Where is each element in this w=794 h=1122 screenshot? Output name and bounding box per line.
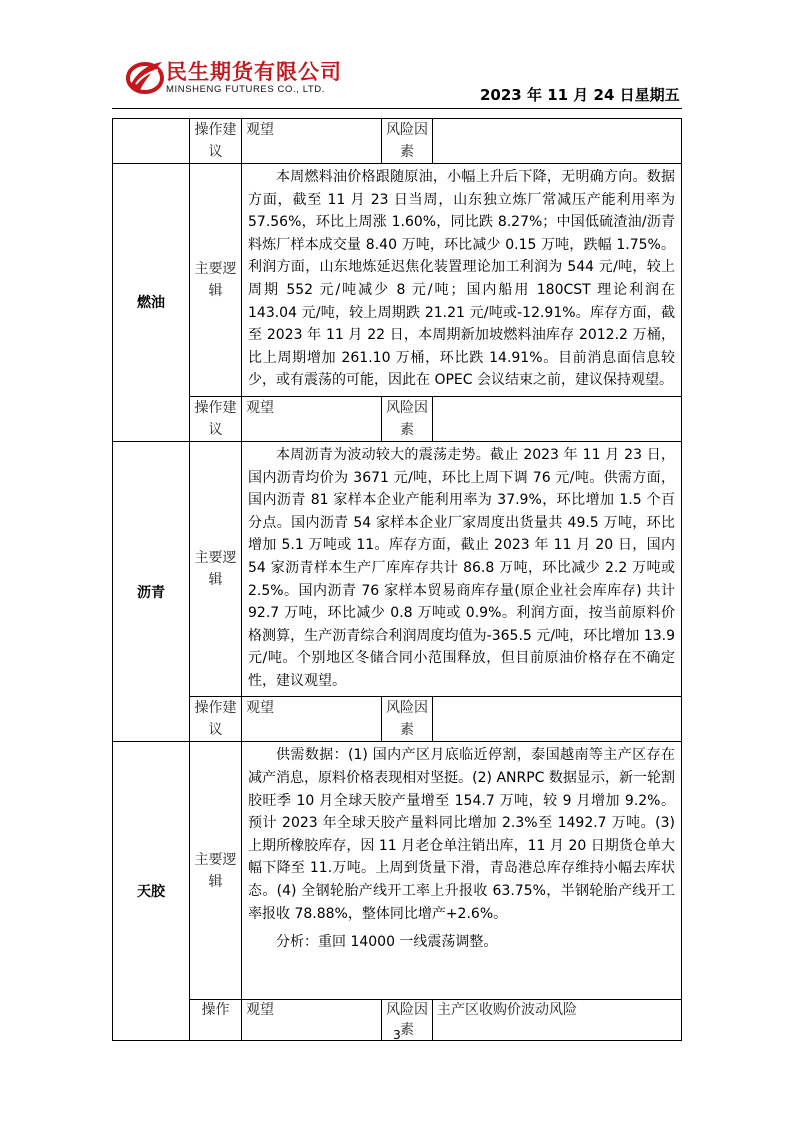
page-number: 3 bbox=[393, 1028, 401, 1042]
category-natural-rubber: 天胶 bbox=[113, 742, 190, 1041]
logic-text: 本周燃料油价格跟随原油，小幅上升后下降，无明确方向。数据方面，截至 11 月 23 日当周，山东独立炼厂常减压产能利用率为 57.56%，环比上周涨 1.60%，同比跌 8.27%；中国低硫渣油/沥青料炼厂样本成交量 8.40 万吨，环比减少 0.15 万吨，跌幅 1.75%。利润方面，山东地炼延迟焦化装置理论加工利润为 544 元/吨，较上周期 552 元/吨减少 8 元/吨；国内船用 180CST 理论利润在 143.04 元/吨，较上周期跌 21.21 元/吨或-12.91%。库存方面，截至 2023 年 11 月 22 日，本周期新加坡燃料油库存 2012.2 万桶，比上周期增加 261.10 万桶，环比跌 14.91%。目前消息面信息较少，或有震荡的可能，因此在 OPEC 会议结束之前，建议保持观望。 bbox=[242, 164, 682, 397]
logic-label: 主要逻辑 bbox=[190, 164, 242, 397]
company-logo bbox=[126, 56, 366, 100]
risk-label: 风险因素 bbox=[382, 119, 433, 164]
operation-value: 观望 bbox=[242, 697, 382, 742]
logo-mark-icon bbox=[126, 56, 164, 96]
risk-value bbox=[433, 697, 682, 742]
logic-text bbox=[242, 742, 682, 1000]
operation-value: 观望 bbox=[242, 1000, 382, 1041]
company-name-en: MINSHENG FUTURES CO., LTD. bbox=[166, 84, 325, 95]
operation-label: 操作建议 bbox=[190, 119, 242, 164]
risk-label: 风险因素 bbox=[382, 396, 433, 441]
risk-label: 风险因素 bbox=[382, 1000, 433, 1041]
risk-value bbox=[433, 119, 682, 164]
operation-value: 观望 bbox=[242, 119, 382, 164]
category-fuel-oil: 燃油 bbox=[113, 164, 190, 442]
table-row bbox=[113, 742, 682, 1000]
analysis-paragraph: 分析：重回 14000 一线震荡调整。 bbox=[276, 934, 498, 951]
operation-label: 操作 bbox=[190, 1000, 242, 1041]
table-row bbox=[113, 119, 682, 164]
strategy-table bbox=[112, 118, 682, 1041]
operation-label: 操作建议 bbox=[190, 396, 242, 441]
report-date: 2023 年 11 月 24 日星期五 bbox=[480, 86, 680, 104]
category-cell bbox=[113, 119, 190, 164]
logic-label: 主要逻辑 bbox=[190, 742, 242, 1000]
risk-label: 风险因素 bbox=[382, 697, 433, 742]
logic-label: 主要逻辑 bbox=[190, 441, 242, 697]
table-row bbox=[113, 396, 682, 441]
table-row bbox=[113, 697, 682, 742]
logic-paragraph: 供需数据：(1) 国内产区月底临近停割，泰国越南等主产区存在减产消息，原料价格表现相对坚挺。(2) ANRPC 数据显示，新一轮割胶旺季 10 月全球天胶产量增至 154.7 万吨，较 9 月增加 9.2%。预计 2023 年全球天胶产量料同比增加 2.3%至 1492.7 万吨。(3) 上期所橡胶库存，因 11 月老仓单注销出库，11 月 20 日期货仓单大幅下降至 11.万吨。上周到货量下滑，青岛港总库存维持小幅去库状态。(4) 全钢轮胎产线开工率上升报收 63.75%，半钢轮胎产线开工率报收 78.88%，整体同比增产+2.6%。 bbox=[248, 747, 675, 922]
header-divider bbox=[112, 108, 682, 109]
risk-value bbox=[433, 396, 682, 441]
company-name-cn: 民生期货有限公司 bbox=[166, 60, 342, 84]
category-asphalt: 沥青 bbox=[113, 441, 190, 742]
operation-label: 操作建议 bbox=[190, 697, 242, 742]
operation-value: 观望 bbox=[242, 396, 382, 441]
risk-value: 主产区收购价波动风险 bbox=[433, 1000, 682, 1041]
logic-text: 本周沥青为波动较大的震荡走势。截止 2023 年 11 月 23 日，国内沥青均价为 3671 元/吨，环比上周下调 76 元/吨。供需方面，国内沥青 81 家样本企业产能利用率为 37.9%，环比增加 1.5 个百分点。国内沥青 54 家样本企业厂家周度出货量共 49.5 万吨，环比增加 5.1 万吨或 11。库存方面，截止 2023 年 11 月 20 日，国内 54 家沥青样本生产厂库库存共计 86.8 万吨，环比减少 2.2 万吨或 2.5%。国内沥青 76 家样本贸易商库存量(原企业社会库库存) 共计 92.7 万吨，环比减少 0.8 万吨或 0.9%。利润方面，按当前原料价格测算，生产沥青综合利润周度均值为-365.5 元/吨，环比增加 13.9 元/吨。个别地区冬储合同小范围释放，但目前原油价格存在不确定性，建议观望。 bbox=[242, 441, 682, 697]
table-row bbox=[113, 441, 682, 697]
table-row bbox=[113, 164, 682, 397]
